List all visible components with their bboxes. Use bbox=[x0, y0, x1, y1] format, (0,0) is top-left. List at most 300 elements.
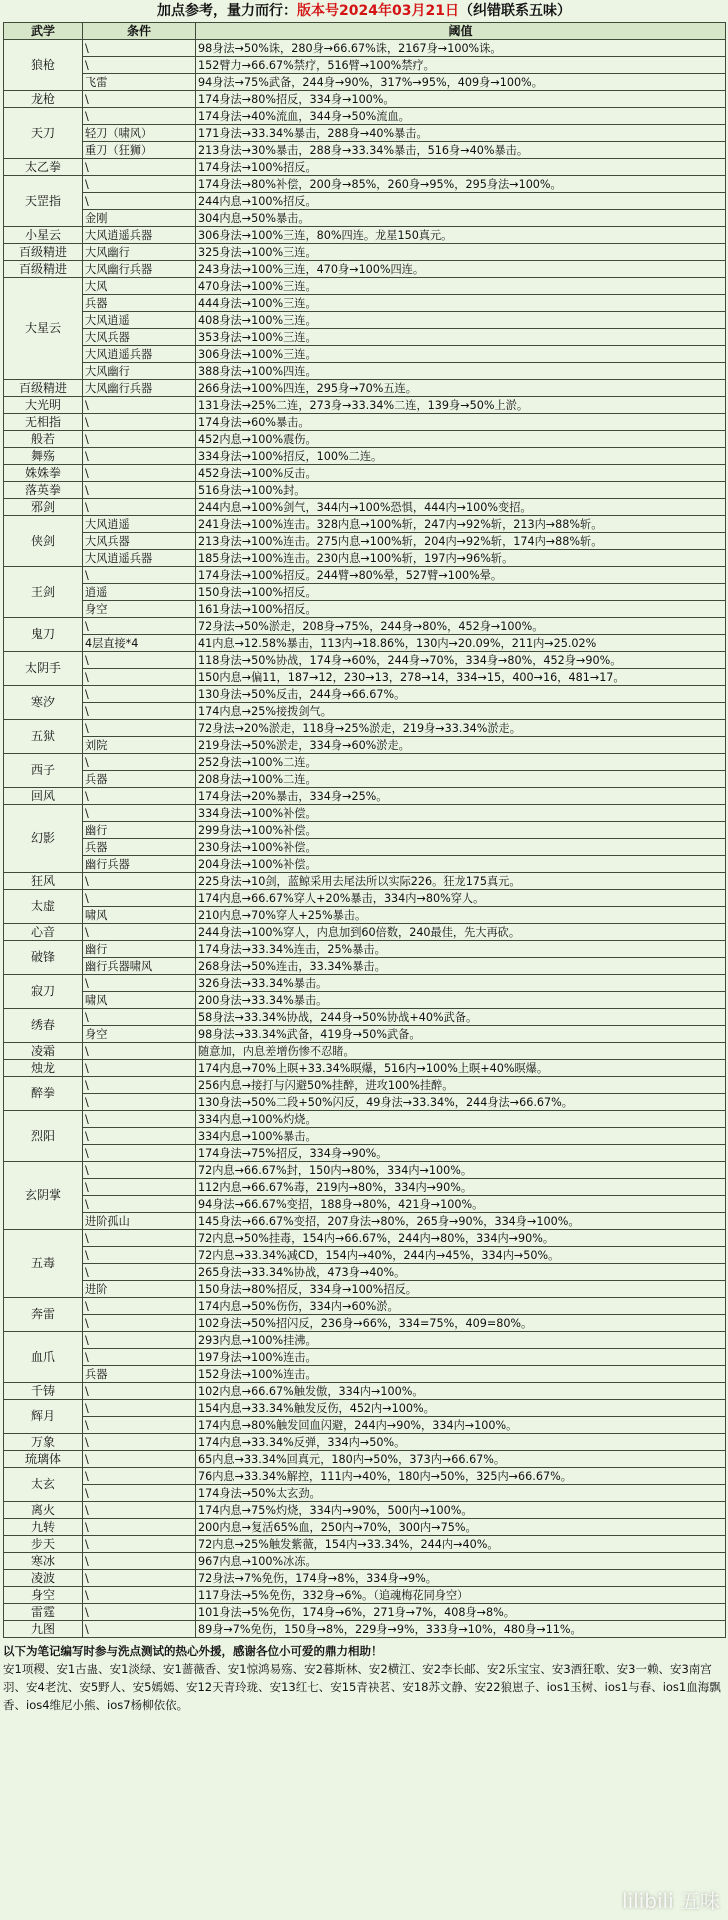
table-row bbox=[4, 1094, 726, 1111]
skill-cell: 辉月 bbox=[4, 1400, 83, 1434]
table-row bbox=[4, 1196, 726, 1213]
skill-cell: 幻影 bbox=[4, 805, 83, 873]
condition-cell: \ bbox=[83, 397, 196, 414]
threshold-cell: 174身法→40%流血，344身→50%流血。 bbox=[196, 108, 726, 125]
table-row bbox=[4, 125, 726, 142]
table-row bbox=[4, 958, 726, 975]
skill-cell: 九图 bbox=[4, 1621, 83, 1638]
threshold-cell: 353身法→100%三连。 bbox=[196, 329, 726, 346]
threshold-cell: 130身法→50%反击，244身→66.67%。 bbox=[196, 686, 726, 703]
threshold-cell: 293内息→100%挂沸。 bbox=[196, 1332, 726, 1349]
skill-cell: 醉拳 bbox=[4, 1077, 83, 1111]
skill-cell: 天罡指 bbox=[4, 176, 83, 227]
condition-cell: 幽行兵器 bbox=[83, 856, 196, 873]
condition-cell: 刘院 bbox=[83, 737, 196, 754]
table-row bbox=[4, 1400, 726, 1417]
skill-cell: 大光明 bbox=[4, 397, 83, 414]
threshold-cell: 150内息→偏11，187→12，230→13，278→14，334→15，400→16，481→17。 bbox=[196, 669, 726, 686]
condition-cell: \ bbox=[83, 1111, 196, 1128]
skill-cell: 五毒 bbox=[4, 1230, 83, 1298]
condition-cell: \ bbox=[83, 652, 196, 669]
threshold-cell: 243身法→100%三连，470身→100%四连。 bbox=[196, 261, 726, 278]
skill-cell: 西子 bbox=[4, 754, 83, 788]
table-row bbox=[4, 975, 726, 992]
threshold-cell: 244内息→100%剑气，344内→100%恐惧，444内→100%变招。 bbox=[196, 499, 726, 516]
condition-cell: \ bbox=[83, 193, 196, 210]
threshold-cell: 174身法→100%招反。 bbox=[196, 159, 726, 176]
skill-cell: 舞殇 bbox=[4, 448, 83, 465]
credits-section bbox=[3, 1642, 725, 1714]
skill-cell: 烈阳 bbox=[4, 1111, 83, 1162]
threshold-cell: 72内息→25%触发紫薇，154内→33.34%，244内→40%。 bbox=[196, 1536, 726, 1553]
skill-cell: 太阴手 bbox=[4, 652, 83, 686]
table-row bbox=[4, 822, 726, 839]
threshold-cell: 225身法→10剑，蓝鲸采用去尾法所以实际226。狂龙175真元。 bbox=[196, 873, 726, 890]
condition-cell: \ bbox=[83, 975, 196, 992]
header-threshold: 阈值 bbox=[196, 23, 726, 40]
condition-cell: \ bbox=[83, 1264, 196, 1281]
table-row bbox=[4, 652, 726, 669]
table-row bbox=[4, 1417, 726, 1434]
table-row bbox=[4, 74, 726, 91]
table-row bbox=[4, 1281, 726, 1298]
condition-cell: 大风幽行 bbox=[83, 363, 196, 380]
condition-cell: 幽行 bbox=[83, 822, 196, 839]
threshold-cell: 174内息→66.67%穿人+20%暴击，334内→80%穿人。 bbox=[196, 890, 726, 907]
condition-cell: 身空 bbox=[83, 1026, 196, 1043]
condition-cell: 逍遥 bbox=[83, 584, 196, 601]
table-row bbox=[4, 788, 726, 805]
condition-cell: 幽行兵器啸风 bbox=[83, 958, 196, 975]
table-row bbox=[4, 1077, 726, 1094]
table-row bbox=[4, 1383, 726, 1400]
table-row bbox=[4, 380, 726, 397]
condition-cell: \ bbox=[83, 40, 196, 57]
skill-cell: 身空 bbox=[4, 1587, 83, 1604]
threshold-cell: 268身法→50%连击，33.34%暴击。 bbox=[196, 958, 726, 975]
threshold-cell: 161身法→100%招反。 bbox=[196, 601, 726, 618]
condition-cell: 大风幽行 bbox=[83, 244, 196, 261]
condition-cell: 进阶 bbox=[83, 1281, 196, 1298]
skill-cell: 百级精进 bbox=[4, 380, 83, 397]
threshold-cell: 72内息→33.34%减CD，154内→40%，244内→45%，334内→50%。 bbox=[196, 1247, 726, 1264]
threshold-cell: 200内息→复活65%血，250内→70%，300内→75%。 bbox=[196, 1519, 726, 1536]
condition-cell: \ bbox=[83, 618, 196, 635]
condition-cell: \ bbox=[83, 1179, 196, 1196]
threshold-cell: 174身法→80%补偿，200身→85%，260身→95%，295身法→100%。 bbox=[196, 176, 726, 193]
skill-cell: 龙枪 bbox=[4, 91, 83, 108]
condition-cell: \ bbox=[83, 890, 196, 907]
condition-cell: 大风 bbox=[83, 278, 196, 295]
skill-cell: 玄阴掌 bbox=[4, 1162, 83, 1230]
condition-cell: \ bbox=[83, 1162, 196, 1179]
condition-cell: 幽行 bbox=[83, 941, 196, 958]
table-row bbox=[4, 618, 726, 635]
table-row bbox=[4, 992, 726, 1009]
table-row bbox=[4, 1043, 726, 1060]
condition-cell: \ bbox=[83, 567, 196, 584]
table-row bbox=[4, 924, 726, 941]
table-row bbox=[4, 1128, 726, 1145]
condition-cell: \ bbox=[83, 176, 196, 193]
skill-cell: 小星云 bbox=[4, 227, 83, 244]
skill-cell: 破锋 bbox=[4, 941, 83, 975]
threshold-cell: 200身法→33.34%暴击。 bbox=[196, 992, 726, 1009]
skill-cell: 太虚 bbox=[4, 890, 83, 924]
table-row bbox=[4, 890, 726, 907]
threshold-cell: 145身法→66.67%变招，207身法→80%，265身→90%，334身→100%。 bbox=[196, 1213, 726, 1230]
skill-cell: 姝姝拳 bbox=[4, 465, 83, 482]
table-row bbox=[4, 516, 726, 533]
table-row bbox=[4, 295, 726, 312]
skill-cell: 烛龙 bbox=[4, 1060, 83, 1077]
condition-cell: \ bbox=[83, 91, 196, 108]
threshold-cell: 185身法→100%连击。230内息→100%斩，197内→96%斩。 bbox=[196, 550, 726, 567]
condition-cell: \ bbox=[83, 1451, 196, 1468]
condition-cell: \ bbox=[83, 414, 196, 431]
threshold-cell: 334内息→100%暴击。 bbox=[196, 1128, 726, 1145]
skill-cell: 血爪 bbox=[4, 1332, 83, 1383]
skill-cell: 鬼刀 bbox=[4, 618, 83, 652]
condition-cell: \ bbox=[83, 1400, 196, 1417]
threshold-cell: 72身法→20%淤走，118身→25%淤走，219身→33.34%淤走。 bbox=[196, 720, 726, 737]
condition-cell: 4层直接*4 bbox=[83, 635, 196, 652]
threshold-cell: 152身法→100%连击。 bbox=[196, 1366, 726, 1383]
table-row bbox=[4, 1434, 726, 1451]
skill-cell: 步天 bbox=[4, 1536, 83, 1553]
table-row bbox=[4, 1026, 726, 1043]
condition-cell: 大风兵器 bbox=[83, 329, 196, 346]
table-row bbox=[4, 329, 726, 346]
condition-cell: \ bbox=[83, 431, 196, 448]
condition-cell: \ bbox=[83, 1553, 196, 1570]
threshold-cell: 244身法→100%穿人，内息加到60倍数，240最佳，先大再砍。 bbox=[196, 924, 726, 941]
skill-cell: 寂刀 bbox=[4, 975, 83, 1009]
condition-cell: 大风兵器 bbox=[83, 533, 196, 550]
table-row bbox=[4, 839, 726, 856]
table-row bbox=[4, 91, 726, 108]
table-row bbox=[4, 1451, 726, 1468]
table-row bbox=[4, 873, 726, 890]
table-row bbox=[4, 346, 726, 363]
table-row bbox=[4, 737, 726, 754]
condition-cell: 进阶孤山 bbox=[83, 1213, 196, 1230]
title-suffix: （纠错联系五味） bbox=[458, 3, 571, 19]
condition-cell: \ bbox=[83, 924, 196, 941]
condition-cell: \ bbox=[83, 1128, 196, 1145]
table-row bbox=[4, 1247, 726, 1264]
skill-cell: 大星云 bbox=[4, 278, 83, 380]
threshold-cell: 334身法→100%补偿。 bbox=[196, 805, 726, 822]
skill-cell: 寒冰 bbox=[4, 1553, 83, 1570]
table-row bbox=[4, 1502, 726, 1519]
condition-cell: \ bbox=[83, 1009, 196, 1026]
condition-cell: 兵器 bbox=[83, 295, 196, 312]
table-row bbox=[4, 414, 726, 431]
condition-cell: 大风幽行兵器 bbox=[83, 380, 196, 397]
threshold-cell: 244内息→100%招反。 bbox=[196, 193, 726, 210]
threshold-cell: 76内息→33.34%解控，111内→40%，180内→50%，325内→66.67%。 bbox=[196, 1468, 726, 1485]
threshold-cell: 174身法→75%招反，334身→90%。 bbox=[196, 1145, 726, 1162]
condition-cell: \ bbox=[83, 1621, 196, 1638]
threshold-cell: 516身法→100%封。 bbox=[196, 482, 726, 499]
threshold-cell: 89身→7%免伤，150身→8%，229身→9%，333身→10%，480身→11%。 bbox=[196, 1621, 726, 1638]
condition-cell: \ bbox=[83, 1349, 196, 1366]
condition-cell: \ bbox=[83, 482, 196, 499]
table-row bbox=[4, 1553, 726, 1570]
threshold-cell: 256内息→接打与闪避50%挂醉，进攻100%挂醉。 bbox=[196, 1077, 726, 1094]
condition-cell: \ bbox=[83, 159, 196, 176]
condition-cell: \ bbox=[83, 1570, 196, 1587]
table-row bbox=[4, 635, 726, 652]
skill-cell: 雷霆 bbox=[4, 1604, 83, 1621]
threshold-cell: 72内息→66.67%封，150内→80%，334内→100%。 bbox=[196, 1162, 726, 1179]
threshold-cell: 174内息→75%灼烧，334内→90%，500内→100%。 bbox=[196, 1502, 726, 1519]
credits-list: 安1项稷、安1古蛊、安1淡绿、安1蔷薇香、安1惊鸿易殇、安2暮斯林、安2横江、安2李长邮、安2乐宝宝、安3酒狂歌、安3一赖、安3南宫羽、安4老沈、安5野人、安5嫣嫣、安12天青玲珑、安13红七、安15青袂茗、安18苏文静、安22狼崽子、ios1玉树、ios1与春、ios1血海飘香、ios4维尼小熊、ios7杨柳依依。 bbox=[3, 1662, 721, 1712]
threshold-cell: 72内息→50%挂毒，154内→66.67%，244内→80%，334内→90%。 bbox=[196, 1230, 726, 1247]
threshold-cell: 154内息→33.34%触发反伤，452内→100%。 bbox=[196, 1400, 726, 1417]
skill-cell: 离火 bbox=[4, 1502, 83, 1519]
table-row bbox=[4, 1213, 726, 1230]
skill-cell: 邪剑 bbox=[4, 499, 83, 516]
table-row bbox=[4, 312, 726, 329]
threshold-cell: 452身法→100%反击。 bbox=[196, 465, 726, 482]
condition-cell: \ bbox=[83, 686, 196, 703]
threshold-cell: 230身法→100%补偿。 bbox=[196, 839, 726, 856]
threshold-cell: 随意加，内息差增伤惨不忍睹。 bbox=[196, 1043, 726, 1060]
condition-cell: 兵器 bbox=[83, 839, 196, 856]
page-title bbox=[0, 0, 728, 22]
condition-cell: 大风逍遥兵器 bbox=[83, 346, 196, 363]
table-row bbox=[4, 176, 726, 193]
table-row bbox=[4, 57, 726, 74]
threshold-cell: 98身法→50%诛，280身→66.67%诛，2167身→100%诛。 bbox=[196, 40, 726, 57]
table-row bbox=[4, 499, 726, 516]
skill-cell: 无相指 bbox=[4, 414, 83, 431]
table-row bbox=[4, 1349, 726, 1366]
condition-cell: \ bbox=[83, 1468, 196, 1485]
table-row bbox=[4, 941, 726, 958]
threshold-cell: 388身法→100%四连。 bbox=[196, 363, 726, 380]
condition-cell: \ bbox=[83, 1043, 196, 1060]
skill-cell: 落英拳 bbox=[4, 482, 83, 499]
table-row bbox=[4, 907, 726, 924]
skill-cell: 般若 bbox=[4, 431, 83, 448]
condition-cell: \ bbox=[83, 788, 196, 805]
table-header-row bbox=[4, 23, 726, 40]
threshold-cell: 130身法→50%二段+50%闪反，49身法→33.34%，244身法→66.67%。 bbox=[196, 1094, 726, 1111]
threshold-cell: 299身法→100%补偿。 bbox=[196, 822, 726, 839]
threshold-cell: 94身法→66.67%变招，188身→80%，421身→100%。 bbox=[196, 1196, 726, 1213]
skill-cell: 九转 bbox=[4, 1519, 83, 1536]
table-row bbox=[4, 1604, 726, 1621]
credits-heading: 以下为笔记编写时参与洗点测试的热心外援，感谢各位小可爱的鼎力相助！ bbox=[3, 1644, 383, 1658]
table-row bbox=[4, 567, 726, 584]
condition-cell: \ bbox=[83, 1383, 196, 1400]
table-row bbox=[4, 1298, 726, 1315]
skill-cell: 奔雷 bbox=[4, 1298, 83, 1332]
skill-cell: 百级精进 bbox=[4, 261, 83, 278]
condition-cell: \ bbox=[83, 1536, 196, 1553]
table-row bbox=[4, 363, 726, 380]
table-row bbox=[4, 431, 726, 448]
skill-cell: 狂风 bbox=[4, 873, 83, 890]
threshold-cell: 219身法→50%淤走，334身→60%淤走。 bbox=[196, 737, 726, 754]
skill-cell: 凌霜 bbox=[4, 1043, 83, 1060]
condition-cell: \ bbox=[83, 1247, 196, 1264]
threshold-cell: 213身法→100%连击。275内息→100%斩，204内→92%斩，174内→88%斩。 bbox=[196, 533, 726, 550]
threshold-cell: 150身法→100%招反。 bbox=[196, 584, 726, 601]
threshold-cell: 210内息→70%穿人+25%暴击。 bbox=[196, 907, 726, 924]
table-row bbox=[4, 1264, 726, 1281]
skill-cell: 万象 bbox=[4, 1434, 83, 1451]
threshold-cell: 117身法→5%免伤，332身→6%。（追魂梅花同身空） bbox=[196, 1587, 726, 1604]
condition-cell: 大风逍遥兵器 bbox=[83, 550, 196, 567]
condition-cell: \ bbox=[83, 1434, 196, 1451]
threshold-cell: 326身法→33.34%暴击。 bbox=[196, 975, 726, 992]
table-row bbox=[4, 703, 726, 720]
table-row bbox=[4, 686, 726, 703]
table-row bbox=[4, 584, 726, 601]
table-row bbox=[4, 1230, 726, 1247]
condition-cell: \ bbox=[83, 669, 196, 686]
table-row bbox=[4, 193, 726, 210]
condition-cell: 大风逍遥 bbox=[83, 516, 196, 533]
condition-cell: 啸风 bbox=[83, 907, 196, 924]
condition-cell: 飞雷 bbox=[83, 74, 196, 91]
condition-cell: 啸风 bbox=[83, 992, 196, 1009]
title-prefix: 加点参考，量力而行： bbox=[157, 3, 298, 19]
table-row bbox=[4, 159, 726, 176]
header-condition: 条件 bbox=[83, 23, 196, 40]
threshold-cell: 967内息→100%冰冻。 bbox=[196, 1553, 726, 1570]
threshold-cell: 72身法→7%免伤，174身→8%，334身→9%。 bbox=[196, 1570, 726, 1587]
threshold-cell: 94身法→75%武备，244身→90%，317%→95%，409身→100%。 bbox=[196, 74, 726, 91]
table-row bbox=[4, 805, 726, 822]
skill-cell: 心音 bbox=[4, 924, 83, 941]
threshold-cell: 174身法→100%招反。244臂→80%晕，527臂→100%晕。 bbox=[196, 567, 726, 584]
threshold-table bbox=[3, 22, 726, 1638]
table-row bbox=[4, 1366, 726, 1383]
condition-cell: \ bbox=[83, 873, 196, 890]
threshold-cell: 174内息→70%上暝+33.34%暝爆，516内→100%上暝+40%暝爆。 bbox=[196, 1060, 726, 1077]
condition-cell: 金刚 bbox=[83, 210, 196, 227]
table-row bbox=[4, 244, 726, 261]
threshold-cell: 213身法→30%暴击，288身→33.34%暴击，516身→40%暴击。 bbox=[196, 142, 726, 159]
threshold-cell: 306身法→100%三连，80%四连。龙星150真元。 bbox=[196, 227, 726, 244]
threshold-cell: 171身法→33.34%暴击，288身→40%暴击。 bbox=[196, 125, 726, 142]
skill-cell: 百级精进 bbox=[4, 244, 83, 261]
table-row bbox=[4, 550, 726, 567]
condition-cell: 身空 bbox=[83, 601, 196, 618]
table-row bbox=[4, 210, 726, 227]
condition-cell: 大风逍遥 bbox=[83, 312, 196, 329]
table-row bbox=[4, 227, 726, 244]
table-row bbox=[4, 1485, 726, 1502]
threshold-cell: 174内息→25%接拨剑气。 bbox=[196, 703, 726, 720]
threshold-cell: 58身法→33.34%协战，244身→50%协战+40%武备。 bbox=[196, 1009, 726, 1026]
table-row bbox=[4, 1519, 726, 1536]
table-row bbox=[4, 397, 726, 414]
condition-cell: \ bbox=[83, 1060, 196, 1077]
threshold-cell: 265身法→33.34%协战，473身→40%。 bbox=[196, 1264, 726, 1281]
threshold-cell: 208身法→100%二连。 bbox=[196, 771, 726, 788]
table-row bbox=[4, 482, 726, 499]
threshold-cell: 174身法→33.34%连击，25%暴击。 bbox=[196, 941, 726, 958]
condition-cell: \ bbox=[83, 108, 196, 125]
table-row bbox=[4, 1111, 726, 1128]
table-row bbox=[4, 1179, 726, 1196]
threshold-cell: 304内息→50%暴击。 bbox=[196, 210, 726, 227]
threshold-cell: 306身法→100%三连。 bbox=[196, 346, 726, 363]
condition-cell: \ bbox=[83, 1196, 196, 1213]
table-row bbox=[4, 771, 726, 788]
condition-cell: \ bbox=[83, 499, 196, 516]
watermark-logo: lilibili 五味 bbox=[622, 1889, 720, 1913]
condition-cell: 轻刀（啸风） bbox=[83, 125, 196, 142]
condition-cell: \ bbox=[83, 448, 196, 465]
skill-cell: 五狱 bbox=[4, 720, 83, 754]
threshold-cell: 72身法→50%淤走，208身→75%，244身→80%，452身→100%。 bbox=[196, 618, 726, 635]
threshold-cell: 174身法→80%招反，334身→100%。 bbox=[196, 91, 726, 108]
table-row bbox=[4, 465, 726, 482]
threshold-cell: 266身法→100%四连，295身→70%五连。 bbox=[196, 380, 726, 397]
threshold-cell: 241身法→100%连击。328内息→100%斩，247内→92%斩，213内→88%斩。 bbox=[196, 516, 726, 533]
skill-cell: 凌波 bbox=[4, 1570, 83, 1587]
table-body bbox=[4, 40, 726, 1638]
skill-cell: 寒汐 bbox=[4, 686, 83, 720]
skill-cell: 太玄 bbox=[4, 1468, 83, 1502]
table-row bbox=[4, 1570, 726, 1587]
table-row bbox=[4, 1536, 726, 1553]
table-row bbox=[4, 1060, 726, 1077]
condition-cell: 大风幽行兵器 bbox=[83, 261, 196, 278]
condition-cell: \ bbox=[83, 1077, 196, 1094]
condition-cell: \ bbox=[83, 1587, 196, 1604]
condition-cell: \ bbox=[83, 720, 196, 737]
table-row bbox=[4, 1587, 726, 1604]
table-row bbox=[4, 1468, 726, 1485]
table-row bbox=[4, 856, 726, 873]
table-row bbox=[4, 533, 726, 550]
condition-cell: \ bbox=[83, 465, 196, 482]
table-row bbox=[4, 448, 726, 465]
threshold-cell: 197身法→100%连击。 bbox=[196, 1349, 726, 1366]
threshold-cell: 102身法→50%招闪反，236身→66%，334=75%，409=80%。 bbox=[196, 1315, 726, 1332]
threshold-cell: 174内息→33.34%反弹，334内→50%。 bbox=[196, 1434, 726, 1451]
table-row bbox=[4, 1332, 726, 1349]
skill-cell: 天刀 bbox=[4, 108, 83, 159]
condition-cell: \ bbox=[83, 57, 196, 74]
threshold-cell: 174身法→60%暴击。 bbox=[196, 414, 726, 431]
condition-cell: \ bbox=[83, 1145, 196, 1162]
threshold-cell: 102内息→66.67%触发傲，334内→100%。 bbox=[196, 1383, 726, 1400]
threshold-cell: 325身法→100%三连。 bbox=[196, 244, 726, 261]
threshold-cell: 408身法→100%三连。 bbox=[196, 312, 726, 329]
condition-cell: \ bbox=[83, 1332, 196, 1349]
threshold-cell: 444身法→100%三连。 bbox=[196, 295, 726, 312]
table-row bbox=[4, 142, 726, 159]
threshold-cell: 174身法→20%暴击，334身→25%。 bbox=[196, 788, 726, 805]
title-version: 版本号2024年03月21日 bbox=[297, 3, 459, 19]
threshold-cell: 174内息→50%伤伤，334内→60%淤。 bbox=[196, 1298, 726, 1315]
condition-cell: \ bbox=[83, 1094, 196, 1111]
skill-cell: 琉璃体 bbox=[4, 1451, 83, 1468]
threshold-cell: 152臂力→66.67%禁疗，516臂→100%禁疗。 bbox=[196, 57, 726, 74]
table-row bbox=[4, 108, 726, 125]
threshold-cell: 118身法→50%协战，174身→60%，244身→70%，334身→80%，452身→90%。 bbox=[196, 652, 726, 669]
skill-cell: 绣春 bbox=[4, 1009, 83, 1043]
